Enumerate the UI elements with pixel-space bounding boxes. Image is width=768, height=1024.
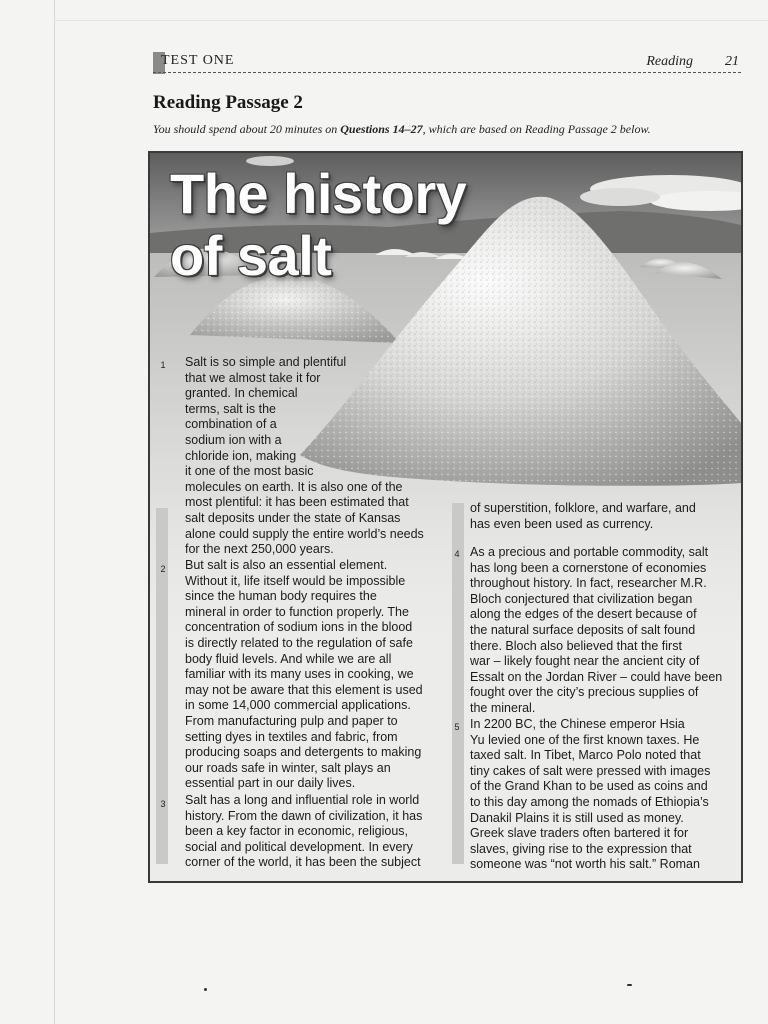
paragraph-number: 4 [454,549,460,559]
passage-instruction [153,122,651,137]
headline-line-2: of salt [170,224,332,287]
paragraph-number: 1 [160,360,166,370]
instruction-text-end: , which are based on Reading Passage 2 below. [422,122,651,136]
sheet-edge-top [54,20,768,21]
paragraph-5: In 2200 BC, the Chinese emperor Hsia Yu levied one of the first known taxes. He taxed salt. In Tibet, Marco Polo noted that tiny cakes of salt were pressed with images of the Grand Khan to be used as coins and to this day among the nomads of Ethiopia’s Danakil Plains it is still used as money. Greek slave traders often bartered it for slaves, giving rise to the expression that someone was “not worth his salt.” Roman [470,717,711,872]
article-headline [170,163,466,287]
paragraph-number: 2 [160,564,166,574]
scan-speck [627,984,632,986]
article-box [148,151,743,883]
paragraph-number: 5 [454,722,460,732]
instruction-text: You should spend about 20 minutes on [153,122,341,136]
instruction-questions: Questions 14–27 [340,122,423,136]
running-header [153,50,741,76]
section-name: Reading [646,54,693,69]
header-dashed-rule [153,72,741,73]
page-number: 21 [725,54,739,69]
scan-speck [204,988,207,991]
passage-title: Reading Passage 2 [153,92,303,113]
paragraph-3: Salt has a long and influential role in world history. From the dawn of civilization, it has been a key factor in economic, religious, social and political development. In every corner of the world, it has been the subject [185,793,423,870]
left-column-margin-bar [156,508,168,864]
paragraph-1: Salt is so simple and plentiful that we almost take it for granted. In chemical terms, salt is the combination of a sodium ion with a chloride ion, making it one of the most basic molecules on earth. It is also one of the most plentiful: it has been estimated that salt deposits under the state of Kansas alone could supply the entire world’s needs for the next 250,000 years. [185,355,424,557]
paragraph-3-continued: of superstition, folklore, and warfare, and has even been used as currency. [470,501,696,531]
paragraph-4: As a precious and portable commodity, salt has long been a cornerstone of economies throughout history. In fact, researcher M.R. Bloch conjectured that civilization began along the edges of the desert because of the natural surface deposits of salt found there. Bloch also believed that the first war – likely fought near the ancient city of Essalt on the Jordan River – could have been fought over the city’s precious supplies of the mineral. [470,545,723,715]
headline-line-1: The history [170,162,467,225]
paragraph-2: But salt is also an essential element. Without it, life itself would be impossible since the human body requires the mineral in order to function properly. The concentration of sodium ions in the blood is directly related to the regulation of safe body fluid levels. And while we are all familiar with its many uses in cooking, we may not be aware that this element is used in some 14,000 commercial applications. From manufacturing pulp and paper to setting dyes in textiles and fabric, from producing soaps and detergents to making our roads safe in winter, salt plays an essential part in our daily lives. [185,558,423,791]
sheet-edge [54,0,55,1024]
paragraph-number: 3 [160,799,166,809]
series-title: TEST ONE [161,53,235,68]
